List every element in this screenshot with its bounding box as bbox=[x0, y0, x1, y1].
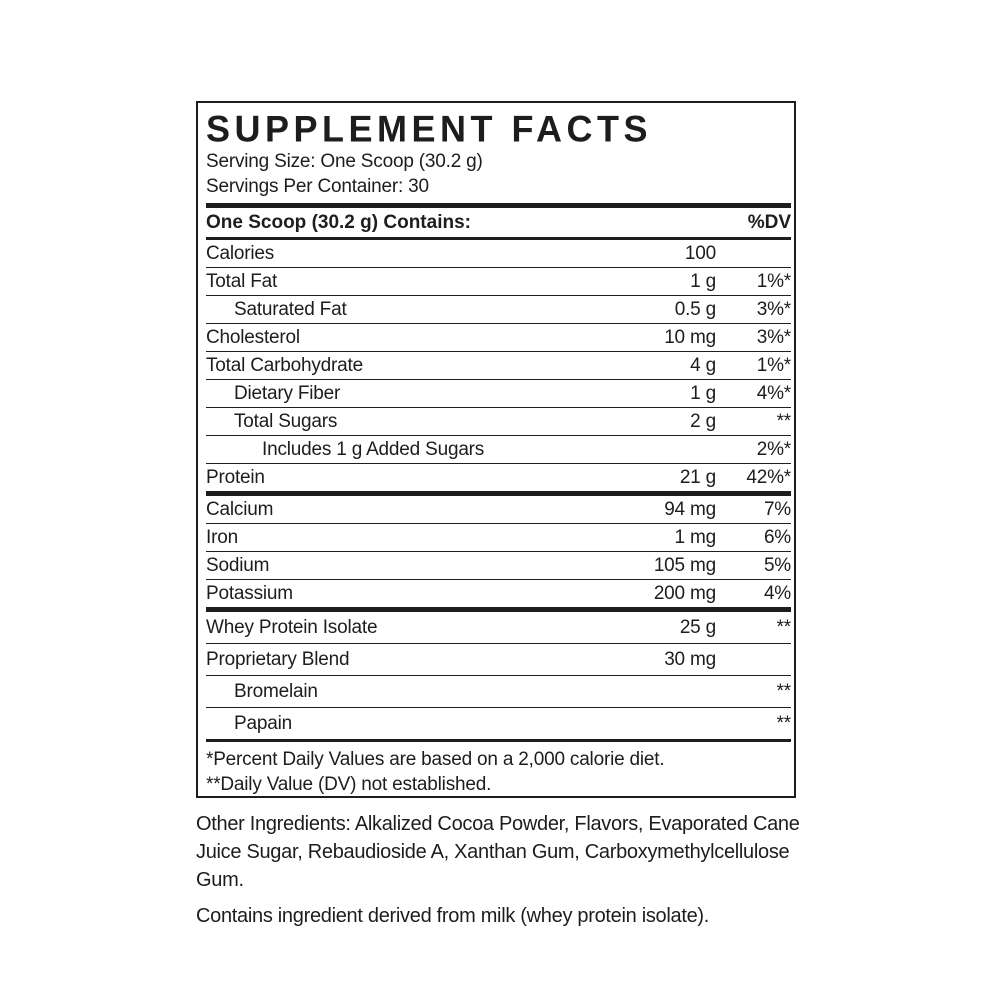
row-dv: ** bbox=[776, 680, 791, 702]
table-row bbox=[206, 296, 791, 324]
supplement-facts-panel bbox=[196, 101, 796, 798]
table-header-row bbox=[206, 208, 791, 240]
other-ingredients-text: Other Ingredients: Alkalized Cocoa Powder, Flavors, Evaporated Cane Juice Sugar, Rebaudioside A, Xanthan Gum, Carboxymethylcellulose Gum. bbox=[196, 813, 800, 891]
row-amount: 25 g bbox=[679, 616, 716, 638]
row-label: Total Sugars bbox=[234, 410, 338, 432]
row-dv: 4%* bbox=[756, 382, 791, 404]
table-row bbox=[206, 352, 791, 380]
row-amount: 0.5 g bbox=[674, 298, 716, 320]
row-label: Total Fat bbox=[206, 270, 278, 292]
row-amount: 2 g bbox=[690, 410, 716, 432]
table-header-contains: One Scoop (30.2 g) Contains: bbox=[206, 211, 471, 233]
row-label: Total Carbohydrate bbox=[206, 354, 363, 376]
table-row bbox=[206, 524, 791, 552]
row-label: Protein bbox=[206, 466, 265, 488]
row-dv: 4% bbox=[763, 582, 791, 604]
footnote-dv-not-established: **Daily Value (DV) not established. bbox=[206, 774, 492, 795]
row-label: Iron bbox=[206, 526, 238, 548]
row-label: Saturated Fat bbox=[234, 298, 347, 320]
table-row bbox=[206, 552, 791, 580]
row-label: Calcium bbox=[206, 498, 274, 520]
table-row bbox=[206, 644, 791, 676]
row-amount: 94 mg bbox=[664, 498, 716, 520]
row-label: Potassium bbox=[206, 582, 293, 604]
row-label: Calories bbox=[206, 242, 275, 264]
table-row bbox=[206, 580, 791, 612]
table-header-dv: %DV bbox=[747, 211, 791, 233]
table-row bbox=[206, 408, 791, 436]
row-dv: 3%* bbox=[756, 326, 791, 348]
servings-per-container-text: Servings Per Container: 30 bbox=[206, 176, 429, 197]
footnote-percent-dv: *Percent Daily Values are based on a 2,000 calorie diet. bbox=[206, 749, 665, 770]
row-amount: 200 mg bbox=[653, 582, 716, 604]
row-dv: 7% bbox=[763, 498, 791, 520]
table-row bbox=[206, 324, 791, 352]
table-row bbox=[206, 676, 791, 708]
table-row bbox=[206, 268, 791, 296]
row-dv: 1%* bbox=[756, 354, 791, 376]
panel-title: SUPPLEMENT FACTS bbox=[206, 107, 653, 150]
row-amount: 1 g bbox=[690, 270, 716, 292]
row-amount: 30 mg bbox=[664, 648, 716, 670]
row-label: Includes 1 g Added Sugars bbox=[262, 438, 485, 460]
row-amount: 4 g bbox=[690, 354, 716, 376]
nutrient-rows bbox=[206, 240, 791, 742]
table-row bbox=[206, 708, 791, 742]
row-label: Papain bbox=[234, 712, 292, 734]
row-label: Proprietary Blend bbox=[206, 648, 350, 670]
table-row bbox=[206, 464, 791, 496]
row-label: Dietary Fiber bbox=[234, 382, 341, 404]
row-dv: 42%* bbox=[746, 466, 791, 488]
row-dv: 3%* bbox=[756, 298, 791, 320]
row-dv: ** bbox=[776, 410, 791, 432]
row-dv: 6% bbox=[763, 526, 791, 548]
row-dv: ** bbox=[776, 712, 791, 734]
row-dv: 5% bbox=[763, 554, 791, 576]
allergen-text: Contains ingredient derived from milk (whey protein isolate). bbox=[196, 905, 710, 927]
row-label: Sodium bbox=[206, 554, 270, 576]
table-row bbox=[206, 496, 791, 524]
row-amount: 21 g bbox=[679, 466, 716, 488]
row-dv: 1%* bbox=[756, 270, 791, 292]
table-row bbox=[206, 380, 791, 408]
table-row bbox=[206, 240, 791, 268]
table-row bbox=[206, 612, 791, 644]
row-dv: ** bbox=[776, 616, 791, 638]
table-row bbox=[206, 436, 791, 464]
row-label: Whey Protein Isolate bbox=[206, 616, 378, 638]
row-label: Cholesterol bbox=[206, 326, 300, 348]
row-amount: 1 g bbox=[690, 382, 716, 404]
below-panel-text bbox=[196, 810, 802, 930]
row-amount: 100 bbox=[684, 242, 716, 264]
row-amount: 10 mg bbox=[664, 326, 716, 348]
row-amount: 105 mg bbox=[653, 554, 716, 576]
row-label: Bromelain bbox=[234, 680, 318, 702]
row-dv: 2%* bbox=[756, 438, 791, 460]
footnotes bbox=[206, 742, 791, 797]
row-amount: 1 mg bbox=[674, 526, 716, 548]
serving-size-text: Serving Size: One Scoop (30.2 g) bbox=[206, 151, 483, 172]
